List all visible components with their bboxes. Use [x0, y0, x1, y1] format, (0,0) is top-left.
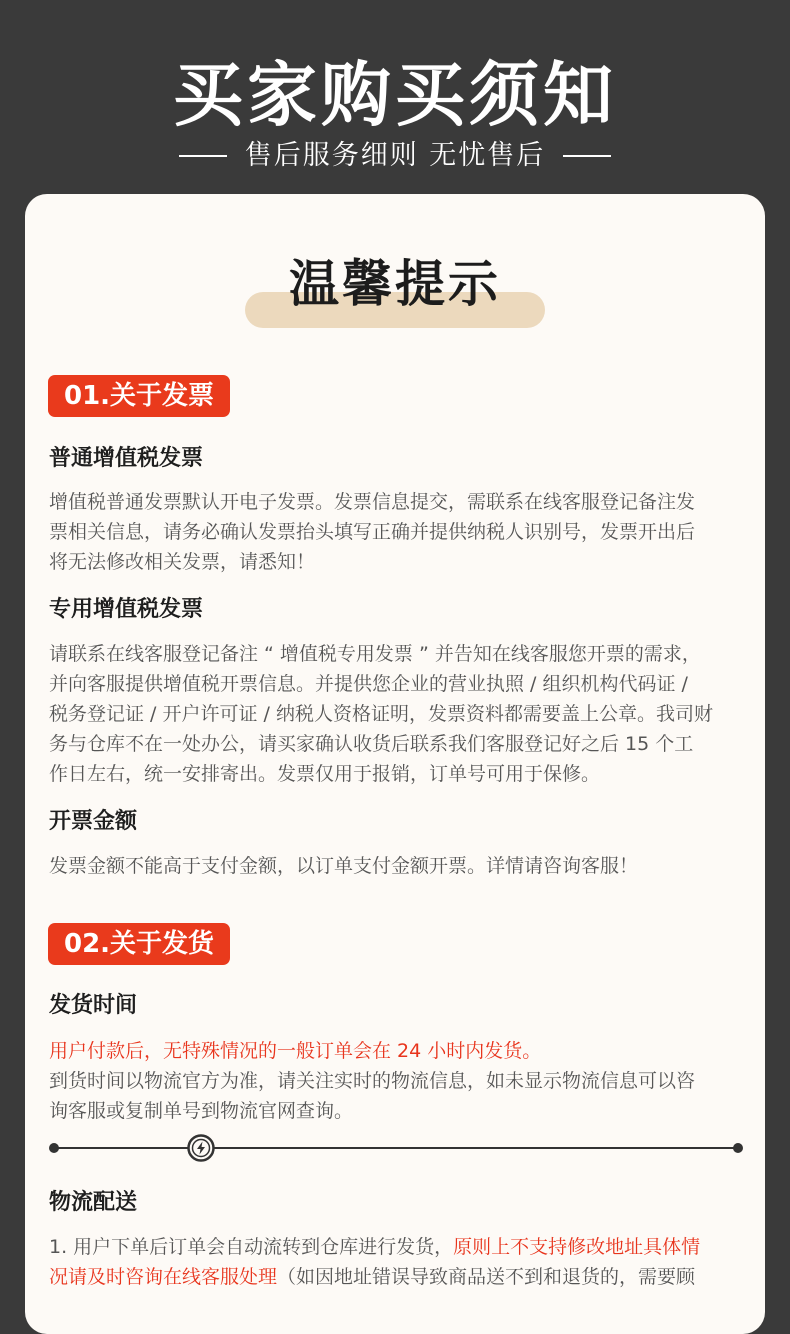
text-line: 增值税普通发票默认开电子发票。发票信息提交，需联系在线客服登记备注发: [49, 491, 696, 513]
page-header: [0, 0, 790, 195]
text-line: 发票金额不能高于支付金额，以订单支付金额开票。详情请咨询客服！: [49, 855, 639, 877]
notice-card: [25, 194, 765, 1334]
text-line: 请联系在线客服登记备注 “ 增值税专用发票 ” 并告知在线客服您开票的需求，: [49, 643, 701, 665]
section-badge-invoice: 01.关于发票: [48, 375, 230, 417]
logistics-line-1: [49, 1232, 749, 1262]
text-line: 作日左右，统一安排寄出。发票仅用于报销，订单号可用于保修。: [49, 763, 601, 785]
logistics-line-2: [49, 1262, 749, 1292]
paragraph-special-invoice: [49, 639, 749, 789]
text-line: 务与仓库不在一处办公，请买家确认收货后联系我们客服登记好之后 15 个工: [49, 733, 694, 755]
subtitle: 售后服务细则 无忧售后: [244, 140, 546, 171]
section-badge-shipping: 02.关于发货: [48, 923, 230, 965]
tip-title: 温馨提示: [289, 255, 501, 313]
text-line: 票相关信息，请务必确认发票抬头填写正确并提供纳税人识别号，发票开出后: [49, 521, 696, 543]
subtitle-row: [0, 138, 790, 174]
divider-dot-left: [49, 1143, 59, 1153]
paragraph-ordinary-invoice: [49, 487, 749, 577]
heading-shipping-time: 发货时间: [49, 993, 138, 1018]
right-dash: [563, 155, 611, 157]
text-span: （如因地址错误导致商品送不到和退货的，需要顾: [277, 1266, 696, 1288]
section-divider: [49, 1134, 743, 1162]
text-span: 1. 用户下单后订单会自动流转到仓库进行发货，: [49, 1236, 454, 1258]
paragraph-invoice-amount: [49, 851, 749, 881]
text-line: 将无法修改相关发票，请悉知！: [49, 551, 316, 573]
highlight-span: 原则上不支持修改地址具体情: [453, 1236, 701, 1258]
highlight-span: 况请及时咨询在线客服处理: [49, 1266, 278, 1288]
tip-header: [245, 252, 545, 330]
heading-logistics: 物流配送: [49, 1190, 138, 1215]
highlight-line: 用户付款后，无特殊情况的一般订单会在 24 小时内发货。: [49, 1040, 542, 1062]
left-dash: [179, 155, 227, 157]
divider-dot-right: [733, 1143, 743, 1153]
main-title: 买家购买须知: [173, 54, 617, 136]
text-line: 询客服或复制单号到物流官网查询。: [49, 1100, 354, 1122]
text-line: 到货时间以物流官方为准，请关注实时的物流信息，如未显示物流信息可以咨: [49, 1070, 696, 1092]
heading-ordinary-invoice: 普通增值税发票: [49, 446, 204, 471]
heading-special-invoice: 专用增值税发票: [49, 597, 204, 622]
divider-line: [53, 1147, 739, 1149]
paragraph-shipping-time: [49, 1036, 749, 1126]
text-line: 税务登记证 / 开户许可证 / 纳税人资格证明，发票资料都需要盖上公章。我司财: [49, 703, 713, 725]
lightning-bolt-icon: [187, 1134, 215, 1162]
text-line: 并向客服提供增值税开票信息。并提供您企业的营业执照 / 组织机构代码证 /: [49, 673, 688, 695]
heading-invoice-amount: 开票金额: [49, 809, 138, 834]
paragraph-logistics: [49, 1232, 749, 1292]
